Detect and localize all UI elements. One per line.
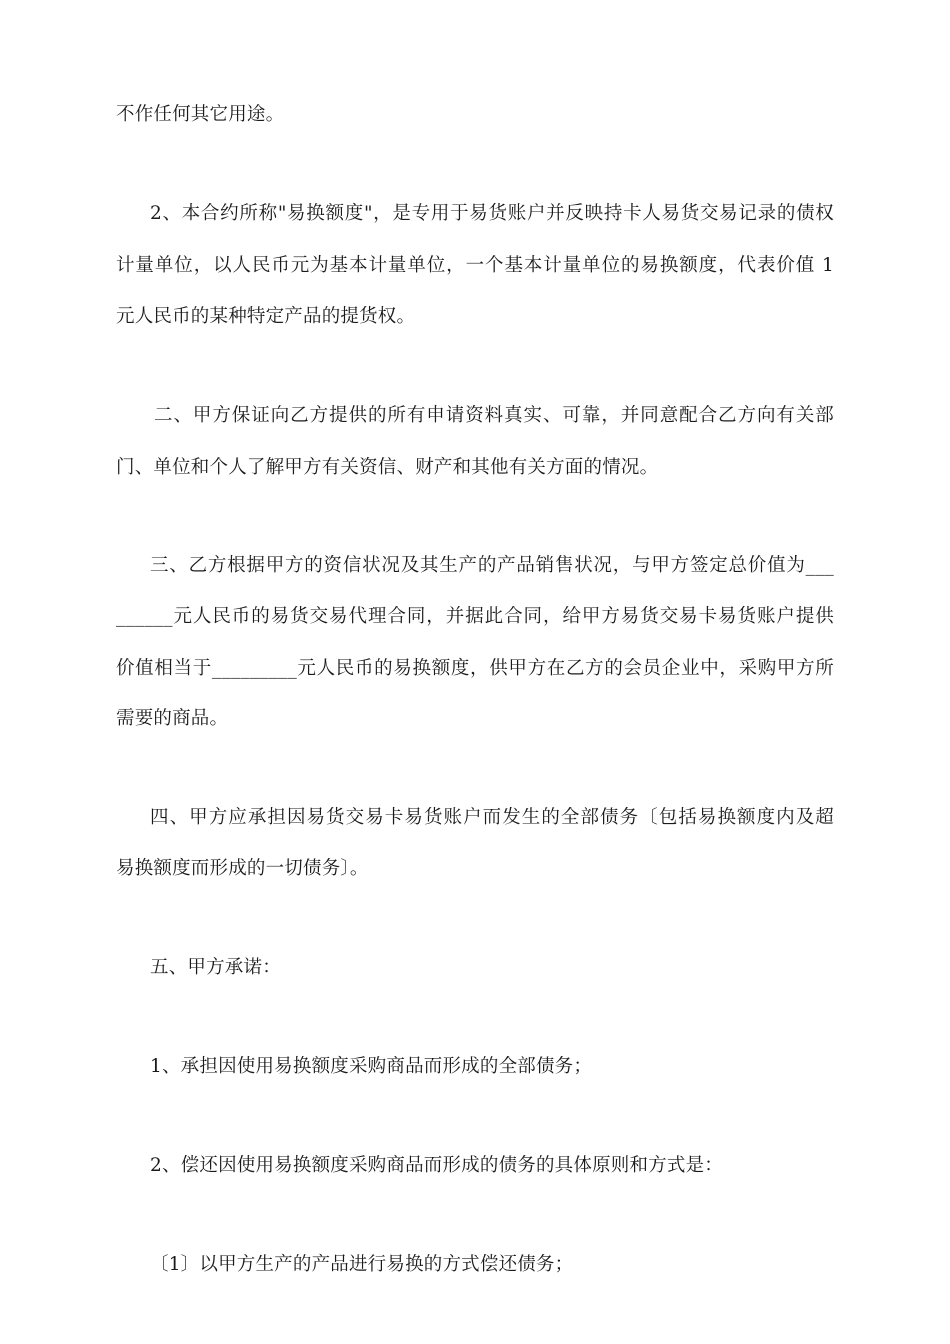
paragraph-line: 计量单位，以人民币元为基本计量单位，一个基本计量单位的易换额度，代表价值 1 (116, 255, 834, 276)
paragraph-line: 五、甲方承诺： (150, 957, 281, 978)
paragraph-line: 需要的商品。 (116, 708, 229, 729)
paragraph-line: 2、本合约所称"易换额度"，是专用于易货账户并反映持卡人易货交易记录的债权 (150, 203, 834, 224)
paragraph-line: 门、单位和个人了解甲方有关资信、财产和其他有关方面的情况。 (116, 457, 659, 478)
paragraph-line: 三、乙方根据甲方的资信状况及其生产的产品销售状况，与甲方签定总价值为___ (150, 555, 834, 576)
paragraph-line: 二、甲方保证向乙方提供的所有申请资料真实、可靠，并同意配合乙方向有关部 (154, 405, 834, 426)
paragraph-line: 1、承担因使用易换额度采购商品而形成的全部债务； (150, 1056, 593, 1077)
paragraph-line: 易换额度而形成的一切债务〕。 (116, 858, 369, 879)
paragraph-line: 不作任何其它用途。 (116, 104, 285, 125)
paragraph-line: 元人民币的某种特定产品的提货权。 (116, 306, 416, 327)
paragraph-line: 2、偿还因使用易换额度采购商品而形成的债务的具体原则和方式是： (150, 1155, 723, 1176)
paragraph-line: 四、甲方应承担因易货交易卡易货账户而发生的全部债务〔包括易换额度内及超 (150, 807, 834, 828)
paragraph-line: 价值相当于_________元人民币的易换额度，供甲方在乙方的会员企业中，采购甲方所 (116, 658, 834, 679)
paragraph-line: 〔1〕以甲方生产的产品进行易换的方式偿还债务； (150, 1254, 574, 1275)
paragraph-line: ______元人民币的易货交易代理合同，并据此合同，给甲方易货交易卡易货账户提供 (116, 606, 834, 627)
